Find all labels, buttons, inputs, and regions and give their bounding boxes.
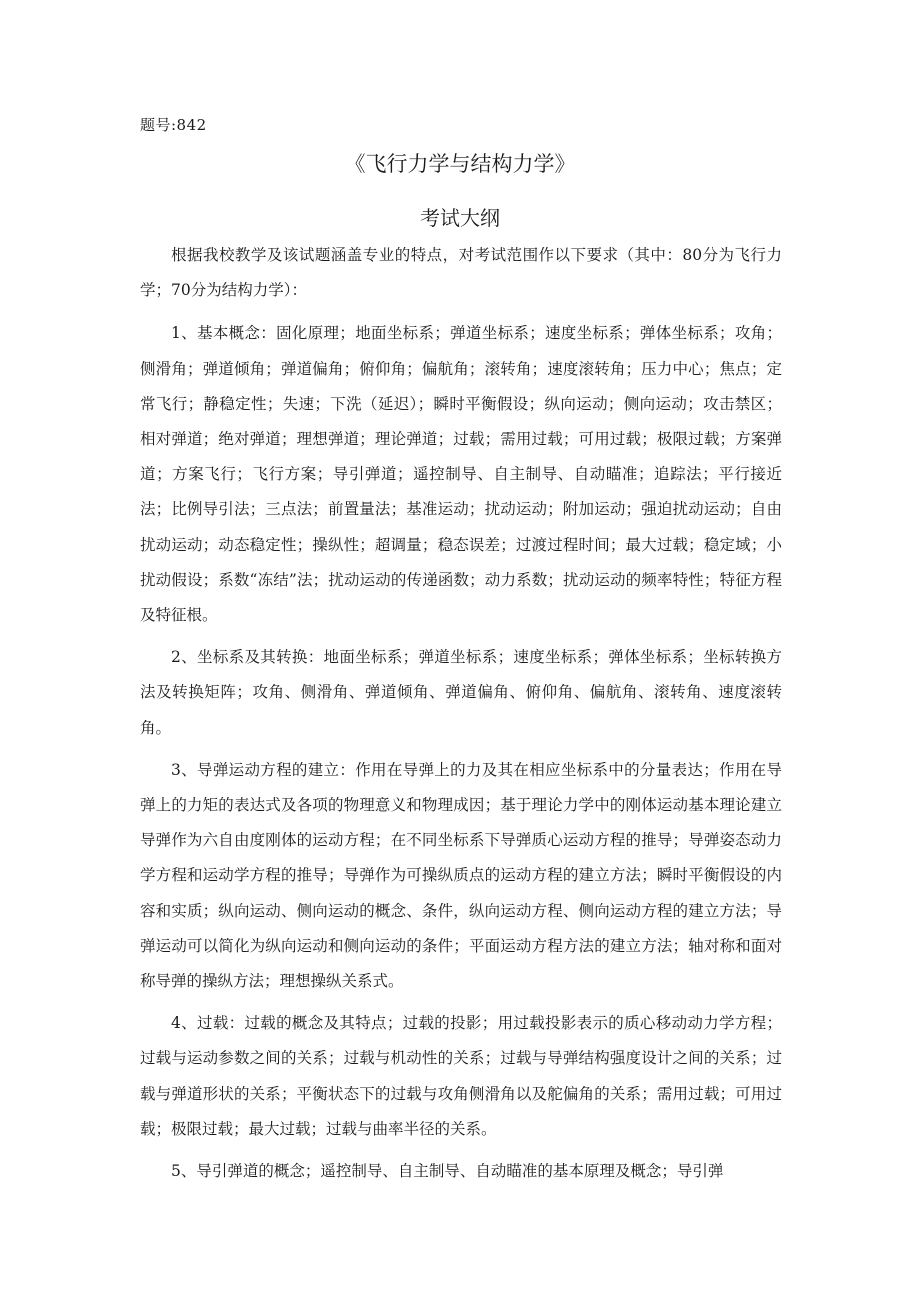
- document-subtitle: 考试大纲: [420, 206, 500, 230]
- document-body: [140, 238, 782, 1196]
- intro-paragraph: 根据我校教学及该试题涵盖专业的特点，对考试范围作以下要求（其中：80分为飞行力学；70分为结构力学）：: [140, 246, 782, 300]
- section-3-motion-equations: 3、导弹运动方程的建立：作用在导弹上的力及其在相应坐标系中的分量表达；作用在导弹上的力矩的表达式及各项的物理意义和物理成因；基于理论力学中的刚体运动基本理论建立导弹作为六自由度刚体的运动方程；在不同坐标系下导弹质心运动方程的推导；导弹姿态动力学方程和运动学方程的推导；导弹作为可操纵质点的运动方程的建立方法；瞬时平衡假设的内容和实质；纵向运动、侧向运动的概念、条件，纵向运动方程、侧向运动方程的建立方法；导弹运动可以简化为纵向运动和侧向运动的条件；平面运动方程方法的建立方法；轴对称和面对称导弹的操纵方法；理想操纵关系式。: [140, 760, 782, 991]
- exam-code: 题号:842: [140, 116, 207, 134]
- section-5-guidance-trajectory: 5、导引弹道的概念；遥控制导、自主制导、自动瞄准的基本原理及概念；导引弹: [171, 1162, 724, 1181]
- section-1-basic-concepts: 1、基本概念：固化原理；地面坐标系；弹道坐标系；速度坐标系；弹体坐标系；攻角；侧滑角；弹道倾角；弹道偏角；俯仰角；偏航角；滚转角；速度滚转角；压力中心；焦点；定常飞行；静稳定性；失速；下洗（延迟）；瞬时平衡假设；纵向运动；侧向运动；攻击禁区；相对弹道；绝对弹道；理想弹道；理论弹道；过载；需用过载；可用过载；极限过载；方案弹道；方案飞行；飞行方案；导引弹道；遥控制导、自主制导、自动瞄准；追踪法；平行接近法；比例导引法；三点法；前置量法；基准运动；扰动运动；附加运动；强迫扰动运动；自由扰动运动；动态稳定性；操纵性；超调量；稳态误差；过渡过程时间；最大过载；稳定域；小扰动假设；系数“冻结”法；扰动运动的传递函数；动力系数；扰动运动的频率特性；特征方程及特征根。: [140, 324, 782, 625]
- section-4-overload: 4、过载：过载的概念及其特点；过载的投影；用过载投影表示的质心移动动力学方程；过载与运动参数之间的关系；过载与机动性的关系；过载与导弹结构强度设计之间的关系；过载与弹道形状的关系；平衡状态下的过载与攻角侧滑角以及舵偏角的关系；需用过载；可用过载；极限过载；最大过载；过载与曲率半径的关系。: [140, 1014, 782, 1138]
- section-2-coordinate-systems: 2、坐标系及其转换：地面坐标系；弹道坐标系；速度坐标系；弹体坐标系；坐标转换方法及转换矩阵；攻角、侧滑角、弹道倾角、弹道偏角、俯仰角、偏航角、滚转角、速度滚转角。: [140, 648, 782, 737]
- document-title: 《飞行力学与结构力学》: [344, 152, 576, 176]
